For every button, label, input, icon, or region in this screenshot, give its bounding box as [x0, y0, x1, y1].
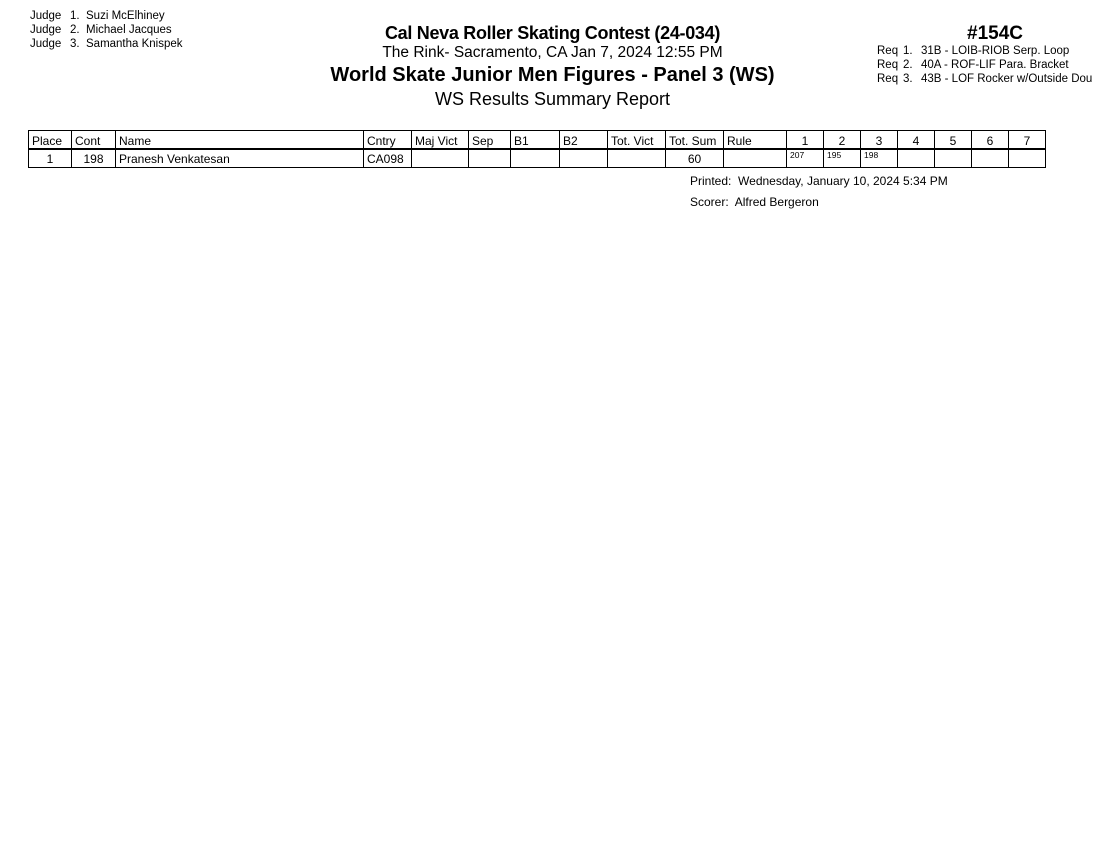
- col-header-maj-vict: Maj Vict: [412, 131, 469, 150]
- requirement-row: [877, 72, 1100, 86]
- col-header-tot-vict: Tot. Vict: [608, 131, 666, 150]
- col-header-tot-sum: Tot. Sum: [666, 131, 724, 150]
- cell-judge-2: 195: [824, 149, 861, 168]
- cell-judge-5: [935, 149, 972, 168]
- requirement-text: 31B - LOIB-RIOB Serp. Loop: [921, 45, 1070, 57]
- requirement-number: 2.: [903, 59, 913, 71]
- cell-judge-3: 198: [861, 149, 898, 168]
- requirement-number: 1.: [903, 45, 913, 57]
- judge-name: Samantha Knispek: [86, 38, 183, 50]
- event-number: #154C: [967, 23, 1023, 44]
- col-header-judge-3: 3: [861, 131, 898, 150]
- requirement-row: [877, 44, 1100, 58]
- scorer-line: [690, 195, 819, 209]
- judge-number: 1.: [70, 10, 80, 22]
- col-header-cont: Cont: [72, 131, 116, 150]
- requirement-label: Req: [877, 59, 899, 71]
- col-header-b2: B2: [560, 131, 608, 150]
- cell-name: Pranesh Venkatesan: [116, 149, 364, 168]
- cell-tot-sum: 60: [666, 149, 724, 168]
- cell-rule: [724, 149, 787, 168]
- cell-maj-vict: [412, 149, 469, 168]
- col-header-sep: Sep: [469, 131, 511, 150]
- cell-b1: [511, 149, 560, 168]
- col-header-judge-7: 7: [1009, 131, 1046, 150]
- judge-name: Michael Jacques: [86, 24, 172, 36]
- judge-row: [30, 9, 183, 23]
- judge-row: [30, 37, 183, 51]
- col-header-rule: Rule: [724, 131, 787, 150]
- printed-line: [690, 174, 948, 188]
- judge-row: [30, 23, 183, 37]
- requirement-number: 3.: [903, 73, 913, 85]
- scorer-value: Alfred Bergeron: [734, 195, 819, 209]
- col-header-place: Place: [29, 131, 72, 150]
- printed-value: Wednesday, January 10, 2024 5:34 PM: [738, 174, 948, 188]
- contest-title: Cal Neva Roller Skating Contest (24-034): [384, 23, 721, 43]
- requirement-label: Req: [877, 73, 899, 85]
- requirement-row: [877, 58, 1100, 72]
- cell-place: 1: [29, 149, 72, 168]
- col-header-judge-4: 4: [898, 131, 935, 150]
- col-header-judge-2: 2: [824, 131, 861, 150]
- scorer-label: Scorer:: [690, 195, 729, 209]
- col-header-judge-1: 1: [787, 131, 824, 150]
- col-header-judge-6: 6: [972, 131, 1009, 150]
- cell-tot-vict: [608, 149, 666, 168]
- report-title: WS Results Summary Report: [434, 89, 671, 109]
- event-title: World Skate Junior Men Figures - Panel 3 (WS): [330, 64, 775, 86]
- requirement-text: 40A - ROF-LIF Para. Bracket: [921, 59, 1069, 71]
- table-header-row: [29, 131, 1046, 150]
- col-header-cntry: Cntry: [364, 131, 412, 150]
- cell-sep: [469, 149, 511, 168]
- venue-line: The Rink- Sacramento, CA Jan 7, 2024 12:55 PM: [382, 44, 723, 61]
- cell-judge-4: [898, 149, 935, 168]
- judge-label: Judge: [30, 10, 62, 22]
- judge-label: Judge: [30, 38, 62, 50]
- requirements-list: [877, 44, 1100, 86]
- judge-name: Suzi McElhiney: [86, 10, 165, 22]
- judges-list: [30, 9, 183, 51]
- report-header: [300, 22, 805, 110]
- judge-number: 3.: [70, 38, 80, 50]
- col-header-b1: B1: [511, 131, 560, 150]
- judge-number: 2.: [70, 24, 80, 36]
- requirement-text: 43B - LOF Rocker w/Outside Dou: [921, 73, 1093, 85]
- judge-label: Judge: [30, 24, 62, 36]
- col-header-name: Name: [116, 131, 364, 150]
- results-table: [28, 130, 1046, 168]
- cell-judge-7: [1009, 149, 1046, 168]
- requirement-label: Req: [877, 45, 899, 57]
- cell-cont: 198: [72, 149, 116, 168]
- cell-judge-1: 207: [787, 149, 824, 168]
- cell-b2: [560, 149, 608, 168]
- cell-judge-6: [972, 149, 1009, 168]
- printed-label: Printed:: [690, 174, 732, 188]
- cell-cntry: CA098: [364, 149, 412, 168]
- table-row: [29, 149, 1046, 168]
- col-header-judge-5: 5: [935, 131, 972, 150]
